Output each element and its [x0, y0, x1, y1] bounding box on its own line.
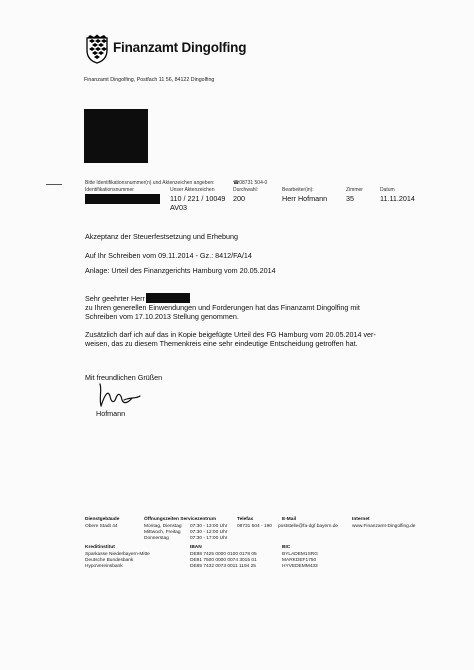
bank-2: Deutsche Bundesbank — [85, 558, 134, 563]
iban-3: DE85 7432 0073 0011 1194 25 — [190, 564, 256, 569]
room-label: Zimmer — [346, 187, 363, 193]
extension-value: 200 — [233, 194, 245, 203]
bank-1: Sparkasse Niederbayern-Mitte — [85, 552, 150, 557]
bank-label: Kreditinstitut — [85, 545, 115, 550]
email-label: E-Mail — [282, 517, 297, 522]
hours-time-3: 07:30 - 17:00 Uhr — [190, 536, 228, 541]
bank-3: HypoVereinsbank — [85, 564, 123, 569]
clerk-label: Bearbeiter(in): — [282, 187, 314, 193]
bic-1: BYLADEM1SRG — [282, 552, 318, 557]
our-ref-value-2: AV03 — [170, 203, 188, 212]
hours-days-1: Montag, Dienstag — [144, 524, 182, 529]
hours-days-3: Donnerstag — [144, 536, 169, 541]
bavarian-crest-logo — [86, 34, 108, 64]
office-name: Finanzamt Dingolfing — [113, 40, 247, 55]
subject-line-1: Akzeptanz der Steuerfestsetzung und Erhebung — [85, 232, 239, 241]
our-ref-label: Unser Aktenzeichen — [170, 187, 215, 193]
hours-time-1: 07:30 - 13:00 Uhr — [190, 524, 228, 529]
our-ref-value: 110 / 221 / 10049 — [170, 194, 226, 203]
hours-label: Öffnungszeiten Servicezentrum — [144, 517, 216, 522]
phone-line: ☎08731 504-0 — [233, 180, 268, 186]
subject-line-2: Auf Ihr Schreiben vom 09.11.2014 - Gz.: 8412/FA/14 — [85, 251, 252, 260]
bic-label: BIC — [282, 545, 291, 550]
paragraph-2-line-1: Zusätzlich darf ich auf das in Kopie beigefügte Urteil des FG Hamburg vom 20.05.2014 ver- — [85, 330, 376, 339]
email-value[interactable]: poststelle@fa-dgf.bayern.de — [278, 524, 339, 529]
redacted-address-block — [84, 109, 148, 163]
date-value: 11.11.2014 — [380, 194, 415, 203]
fax-value: 08731 504 - 190 — [237, 524, 272, 529]
redacted-recipient-name — [146, 293, 190, 303]
closing: Mit freundlichen Grüßen — [85, 373, 163, 382]
building-value: Obere Stadt 44 — [85, 524, 118, 529]
iban-label: IBAN — [190, 545, 202, 550]
extension-label: Durchwahl: — [233, 187, 259, 193]
clerk-value: Herr Hofmann — [282, 194, 328, 203]
date-label: Datum — [380, 187, 395, 193]
internet-value[interactable]: www.Finanzamt-Dingolfing.de — [352, 524, 416, 529]
bic-2: MARKDEF1750 — [282, 558, 317, 563]
iban-2: DE91 7500 0000 0074 3015 01 — [190, 558, 257, 563]
iban-1: DE88 7425 0000 0100 0178 05 — [190, 552, 257, 557]
handwritten-signature — [96, 380, 146, 412]
id-label: Identifikationsnummer — [85, 187, 134, 193]
subject-line-3: Anlage: Urteil des Finanzgerichts Hamburg vom 20.05.2014 — [85, 266, 276, 275]
paragraph-1-line-1: zu Ihren generellen Einwendungen und Forderungen hat das Finanzamt Dingolfing mit — [85, 303, 360, 312]
bic-3: HYVEDEMM433 — [282, 564, 318, 569]
fold-mark — [46, 184, 62, 185]
sender-line: Finanzamt Dingolfing, Postfach 11 56, 84122 Dingolfing — [84, 77, 215, 83]
paragraph-2-line-2: weisen, das zu diesem Themenkreis eine sehr eindeutige Entscheidung getroffen hat. — [85, 339, 358, 348]
redacted-id-number — [85, 194, 160, 204]
paragraph-1-line-2: Schreiben vom 17.10.2013 Stellung genommen. — [85, 312, 239, 321]
hours-time-2: 07:30 - 12:00 Uhr — [190, 530, 228, 535]
signer-name: Hofmann — [96, 409, 126, 418]
salutation: Sehr geehrter Herr — [85, 294, 145, 303]
room-value: 35 — [346, 194, 354, 203]
building-label: Dienstgebäude — [85, 517, 120, 522]
fax-label: Telefax — [237, 517, 254, 522]
hours-days-2: Mittwoch, Freitag — [144, 530, 181, 535]
internet-label: Internet — [352, 517, 370, 522]
reference-instruction: Bitte Identifikationsnummer(n) und Aktenzeichen angeben: — [85, 180, 215, 186]
